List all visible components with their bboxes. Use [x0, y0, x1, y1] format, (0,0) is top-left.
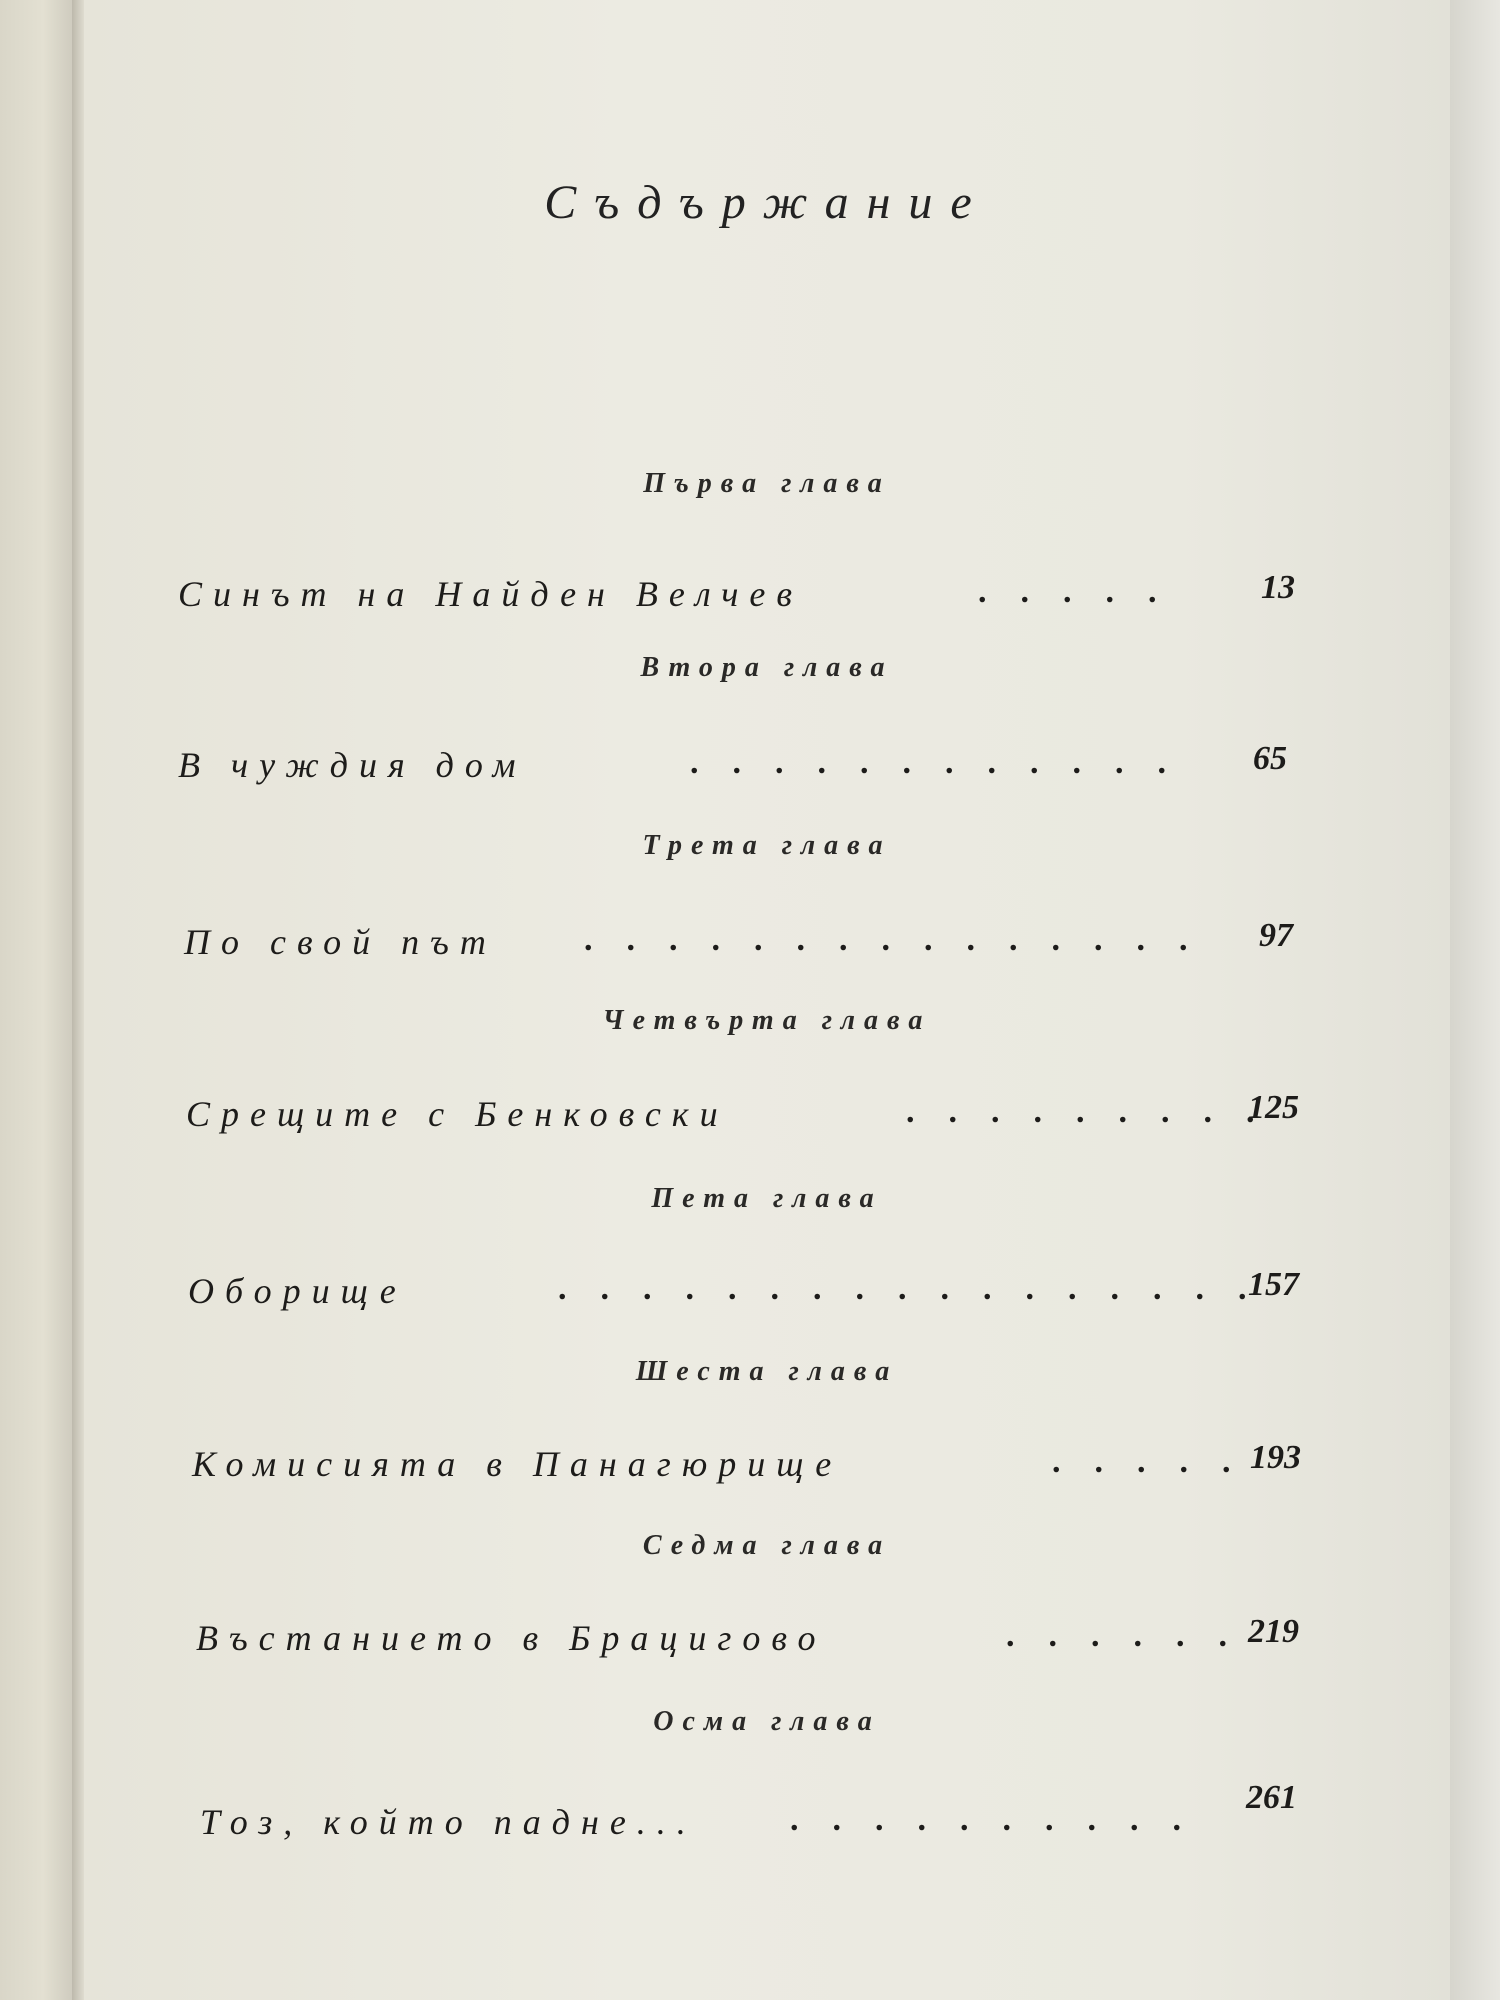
- page-number: 97: [1259, 917, 1293, 954]
- dot-leader: . . . . . .: [1006, 1617, 1227, 1654]
- chapter-label: Седма глава: [642, 1530, 892, 1561]
- entry-title: Тоз, който падне...: [200, 1802, 697, 1842]
- toc-entry[interactable]: [196, 1609, 1326, 1659]
- chapter-label: Втора глава: [640, 652, 894, 683]
- dot-leader: . . . . .: [978, 573, 1157, 610]
- dot-leader: . . . . . . . . . .: [790, 1801, 1181, 1838]
- entry-title: Оборище: [188, 1271, 407, 1311]
- entry-title: Въстанието в Брацигово: [196, 1618, 827, 1658]
- page-number: 193: [1250, 1439, 1301, 1476]
- entry-title: Срещите с Бенковски: [186, 1094, 729, 1134]
- page-number: 261: [1246, 1779, 1297, 1816]
- contents-page: [84, 0, 1450, 2000]
- toc-entry[interactable]: [192, 1435, 1322, 1485]
- toc-entry[interactable]: [184, 913, 1314, 963]
- dot-leader: . . . . . . . . . . . . . . . . .: [558, 1270, 1247, 1307]
- entry-title: Комисията в Панагюрище: [192, 1444, 843, 1484]
- entry-title: В чуждия дом: [178, 745, 527, 785]
- page-number: 157: [1248, 1266, 1299, 1303]
- chapter-label: Пета глава: [651, 1183, 883, 1214]
- entry-title: Синът на Найден Велчев: [178, 574, 803, 614]
- toc-entry[interactable]: [186, 1085, 1316, 1135]
- entry-title: По свой път: [184, 922, 497, 962]
- page-number: 65: [1253, 740, 1287, 777]
- page-number: 125: [1248, 1089, 1299, 1126]
- chapter-label: Шеста глава: [635, 1356, 899, 1387]
- chapter-label: Осма глава: [653, 1706, 881, 1737]
- page-title: Съдържание: [544, 176, 990, 229]
- left-page-edge: [0, 0, 72, 2000]
- dot-leader: . . . . . . . . . . . . . . .: [584, 921, 1188, 958]
- toc-entry[interactable]: [178, 736, 1308, 786]
- toc-entry[interactable]: [200, 1779, 1330, 1843]
- dot-leader: . . . . .: [1052, 1443, 1231, 1480]
- chapter-label: Първа глава: [643, 468, 891, 499]
- toc-entry[interactable]: [188, 1262, 1318, 1312]
- chapter-label: Четвърта глава: [602, 1005, 932, 1036]
- page-number: 13: [1261, 569, 1295, 606]
- chapter-label: Трета глава: [642, 830, 892, 861]
- toc-entry[interactable]: [178, 565, 1308, 615]
- right-page-edge: [1450, 0, 1500, 2000]
- book-gutter: [72, 0, 84, 2000]
- page-number: 219: [1248, 1613, 1299, 1650]
- dot-leader: . . . . . . . . . . . .: [690, 744, 1166, 781]
- dot-leader: . . . . . . . . .: [906, 1093, 1255, 1130]
